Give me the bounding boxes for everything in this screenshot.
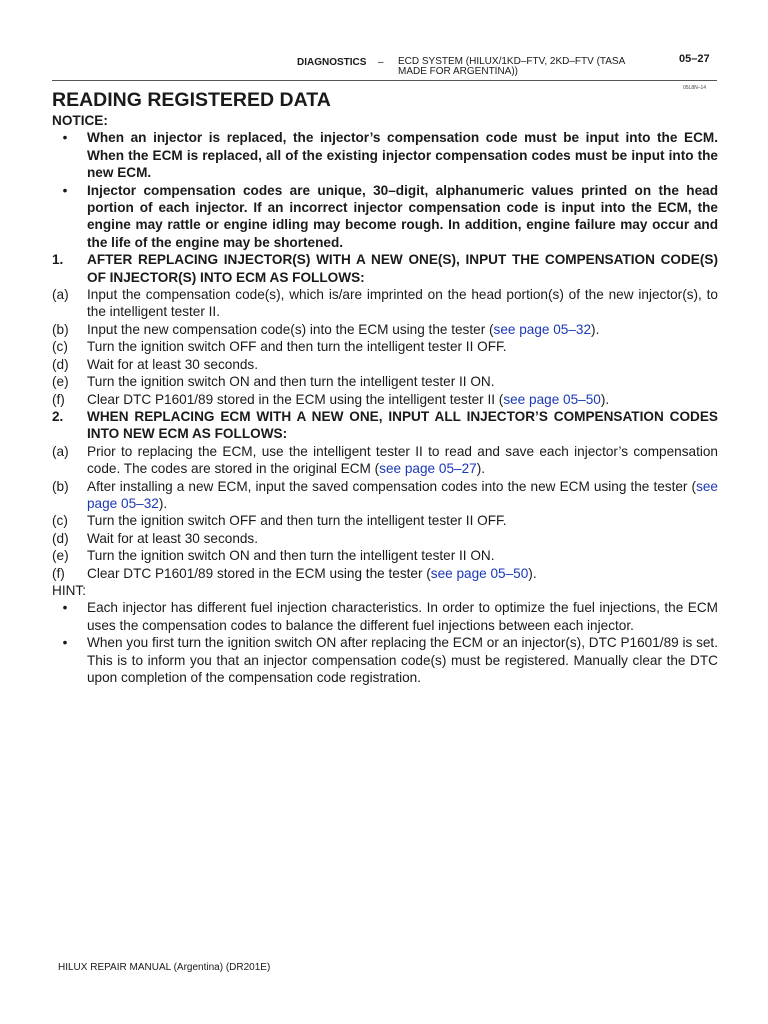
header-system: ECD SYSTEM (HILUX/1KD–FTV, 2KD–FTV (TASA MADE FOR ARGENTINA)) [398,56,625,77]
notice-text: Injector compensation codes are unique, 30–digit, alphanumeric values printed on the head portion of each injector. If an incorrect injector compensation code is input into the ECM, the engine may rattle or engine idling may become rough. In addition, engine failure may occur and the life of the engine may be shortened. [87,182,718,250]
step-heading-text: WHEN REPLACING ECM WITH A NEW ONE, INPUT ALL INJECTOR’S COMPENSATION CODES INTO NEW ECM AS FOLLOWS: [87,408,718,442]
step-1-item-b [52,321,718,338]
step-1-item-f [52,391,718,408]
step-1-item-e [52,373,718,390]
notice-text: When an injector is replaced, the injector’s compensation code must be input into the ECM. When the ECM is replaced, all of the existing injector compensation codes must be input into the new ECM. [87,130,718,181]
page-content [52,112,718,686]
document-code: 05L8N–14 [683,85,707,91]
item-marker: (a) [52,443,69,459]
hint-text: Each injector has different fuel injection characteristics. In order to optimize the fuel injections, the ECM uses the compensation codes to balance the different fuel injections between each injector. [87,600,718,633]
see-page-link[interactable]: see page 05–32 [493,321,592,337]
item-text: Input the compensation code(s), which is/are imprinted on the head portion(s) of the new injector(s), to the intelligent tester II. [87,287,718,320]
item-text: Wait for at least 30 seconds. [87,530,259,546]
item-text-end: ). [528,565,537,581]
item-marker: (b) [52,321,69,337]
item-text-end: ). [591,321,600,337]
item-text-end: ). [600,391,610,407]
hint-label: HINT: [52,582,86,598]
step-2-item-f [52,565,718,582]
step-2-item-a [52,443,718,478]
see-page-link[interactable]: see page 05–50 [430,565,529,581]
step-1-item-c [52,338,718,355]
item-marker: (c) [52,513,68,529]
item-text: Turn the ignition switch OFF and then turn the intelligent tester II OFF. [87,513,507,529]
step-number: 1. [52,252,64,268]
page-footer: HILUX REPAIR MANUAL (Argentina) (DR201E) [58,962,271,973]
item-text: Turn the ignition switch OFF and then turn the intelligent tester II OFF. [87,339,507,355]
page-number: 05–27 [679,53,710,65]
step-heading-text: AFTER REPLACING INJECTOR(S) WITH A NEW ONE(S), INPUT THE COMPENSATION CODE(S) OF INJECTOR(S) INTO ECM AS FOLLOWS: [87,252,718,285]
step-2-item-d [52,530,718,547]
step-2-item-c [52,512,718,529]
item-marker: (a) [52,287,69,303]
notice-label: NOTICE: [52,113,108,128]
step-number: 2. [52,408,64,424]
step-2-heading [52,408,718,443]
item-text: Turn the ignition switch ON and then turn the intelligent tester II ON. [87,548,495,564]
item-marker: (f) [52,391,65,407]
item-text: Turn the ignition switch ON and then turn the intelligent tester II ON. [87,374,495,390]
item-text: Wait for at least 30 seconds. [87,356,259,372]
step-1-heading [52,251,718,286]
item-marker: (d) [52,356,69,372]
item-text: Prior to replacing the ECM, use the intelligent tester II to read and save each injector’s compensation code. The codes are stored in the original ECM ( [87,443,718,477]
hint-bullet-2: • When you first turn the ignition switch ON after replacing the ECM or an injector(s), DTC P1601/89 is set. This is to inform you that an injector compensation code(s) must be registered. Manually clear the DTC upon completion of the compensation code registration. [62,635,718,685]
step-1-item-d [52,356,718,373]
hint-text: When you first turn the ignition switch ON after replacing the ECM or an injector(s), DTC P1601/89 is set. This is to inform you that an injector compensation code(s) must be registered. Manually clear the DTC upon completion of the compensation code registration. [87,635,718,685]
step-1-item-a [52,286,718,321]
notice-bullet-1: • When an injector is replaced, the injector’s compensation code must be input into the ECM. When the ECM is replaced, all of the existing injector compensation codes must be input into the new ECM. [62,130,718,181]
step-2-item-e [52,547,718,564]
item-marker: (e) [52,548,69,564]
item-marker: (d) [52,530,69,546]
item-marker: (c) [52,339,68,355]
item-text-end: ). [476,461,485,477]
see-page-link[interactable]: see page 05–32 [87,478,718,511]
item-text: Input the new compensation code(s) into the ECM using the tester ( [87,321,494,337]
see-page-link[interactable]: see page 05–27 [379,461,477,477]
item-marker: (f) [52,565,65,581]
item-text-end: ). [158,495,168,511]
page-title: READING REGISTERED DATA [52,89,331,111]
item-marker: (b) [52,478,69,494]
item-text: After installing a new ECM, input the saved compensation codes into the new ECM using the tester ( [87,478,697,494]
item-marker: (e) [52,374,69,390]
notice-bullet-2: • Injector compensation codes are unique, 30–digit, alphanumeric values printed on the head portion of each injector. If an incorrect injector compensation code is input into the ECM, the engine may rattle or engine idling may become rough. In addition, engine failure may occur and the life of the engine may be shortened. [62,182,718,250]
see-page-link[interactable]: see page 05–50 [503,391,601,407]
header-section: DIAGNOSTICS [297,57,367,68]
item-text: Clear DTC P1601/89 stored in the ECM using the tester ( [87,565,431,581]
hint-bullet-1: • Each injector has different fuel injection characteristics. In order to optimize the fuel injections, the ECM uses the compensation codes to balance the different fuel injections between each injector. [62,600,718,633]
item-text: Clear DTC P1601/89 stored in the ECM using the intelligent tester II ( [87,391,504,407]
header-divider [52,80,717,81]
header-dash: – [378,57,384,68]
step-2-item-b [52,478,718,513]
